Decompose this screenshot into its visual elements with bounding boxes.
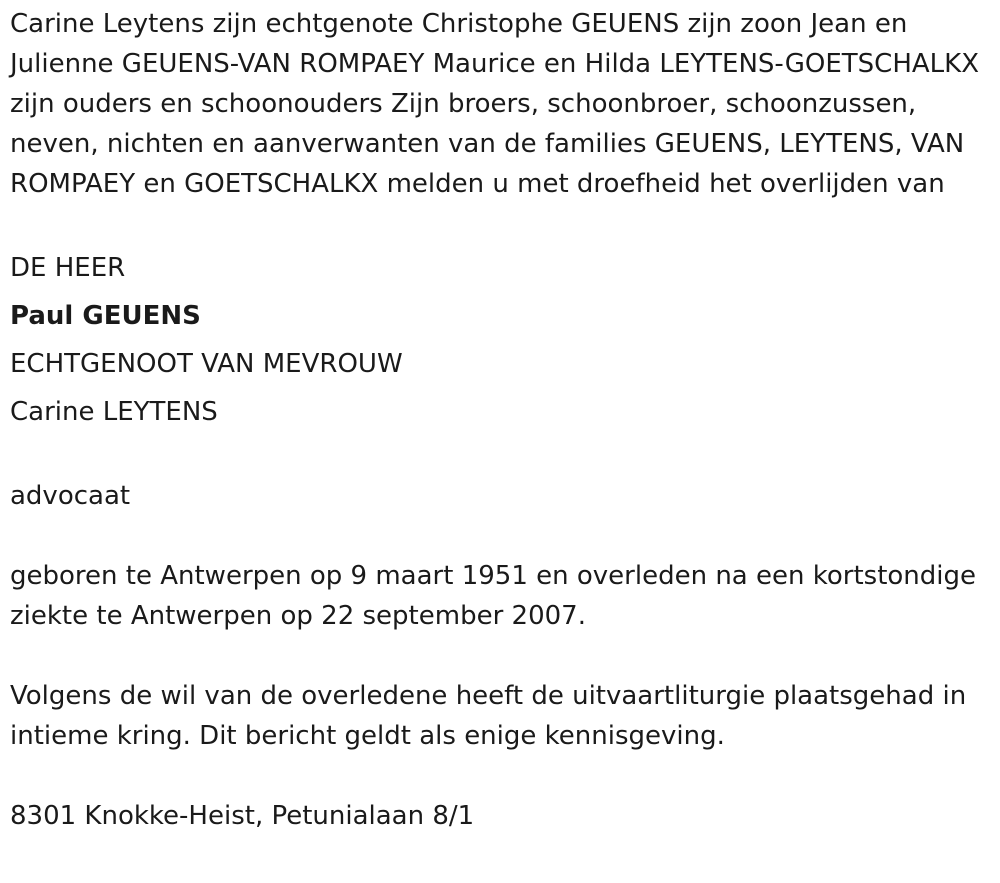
address: 8301 Knokke-Heist, Petunialaan 8/1 [10, 801, 475, 831]
spouse-name: Carine LEYTENS [10, 397, 218, 427]
spacer [10, 516, 990, 556]
intro-paragraph: Carine Leytens zijn echtgenote Christophe GEUENS zijn zoon Jean en Julienne GEUENS-VAN ROMPAEY Maurice en Hilda LEYTENS-GOETSCHALKX zijn ouders en schoonouders Zijn broers, schoonbroer, schoonzussen, neven, nichten en aanverwanten van de families GEUENS, LEYTENS, VAN ROMPAEY en GOETSCHALKX melden u met droefheid het overlijden van [10, 9, 980, 199]
deceased-name: Paul GEUENS [10, 301, 201, 331]
deceased-title: DE HEER [10, 253, 126, 283]
dates-paragraph: geboren te Antwerpen op 9 maart 1951 en overleden na een kortstondige ziekte te Antwerpen op 22 september 2007. [10, 561, 976, 631]
spacer [10, 204, 990, 244]
funeral-paragraph: Volgens de wil van de overledene heeft de uitvaartliturgie plaatsgehad in intieme kring. Dit bericht geldt als enige kennisgeving. [10, 681, 967, 751]
spouse-label: ECHTGENOOT VAN MEVROUW [10, 349, 403, 379]
deceased-block [10, 244, 990, 436]
spacer [10, 756, 990, 796]
spacer [10, 436, 990, 476]
profession: advocaat [10, 481, 131, 511]
obituary-notice [10, 4, 990, 836]
spacer [10, 636, 990, 676]
